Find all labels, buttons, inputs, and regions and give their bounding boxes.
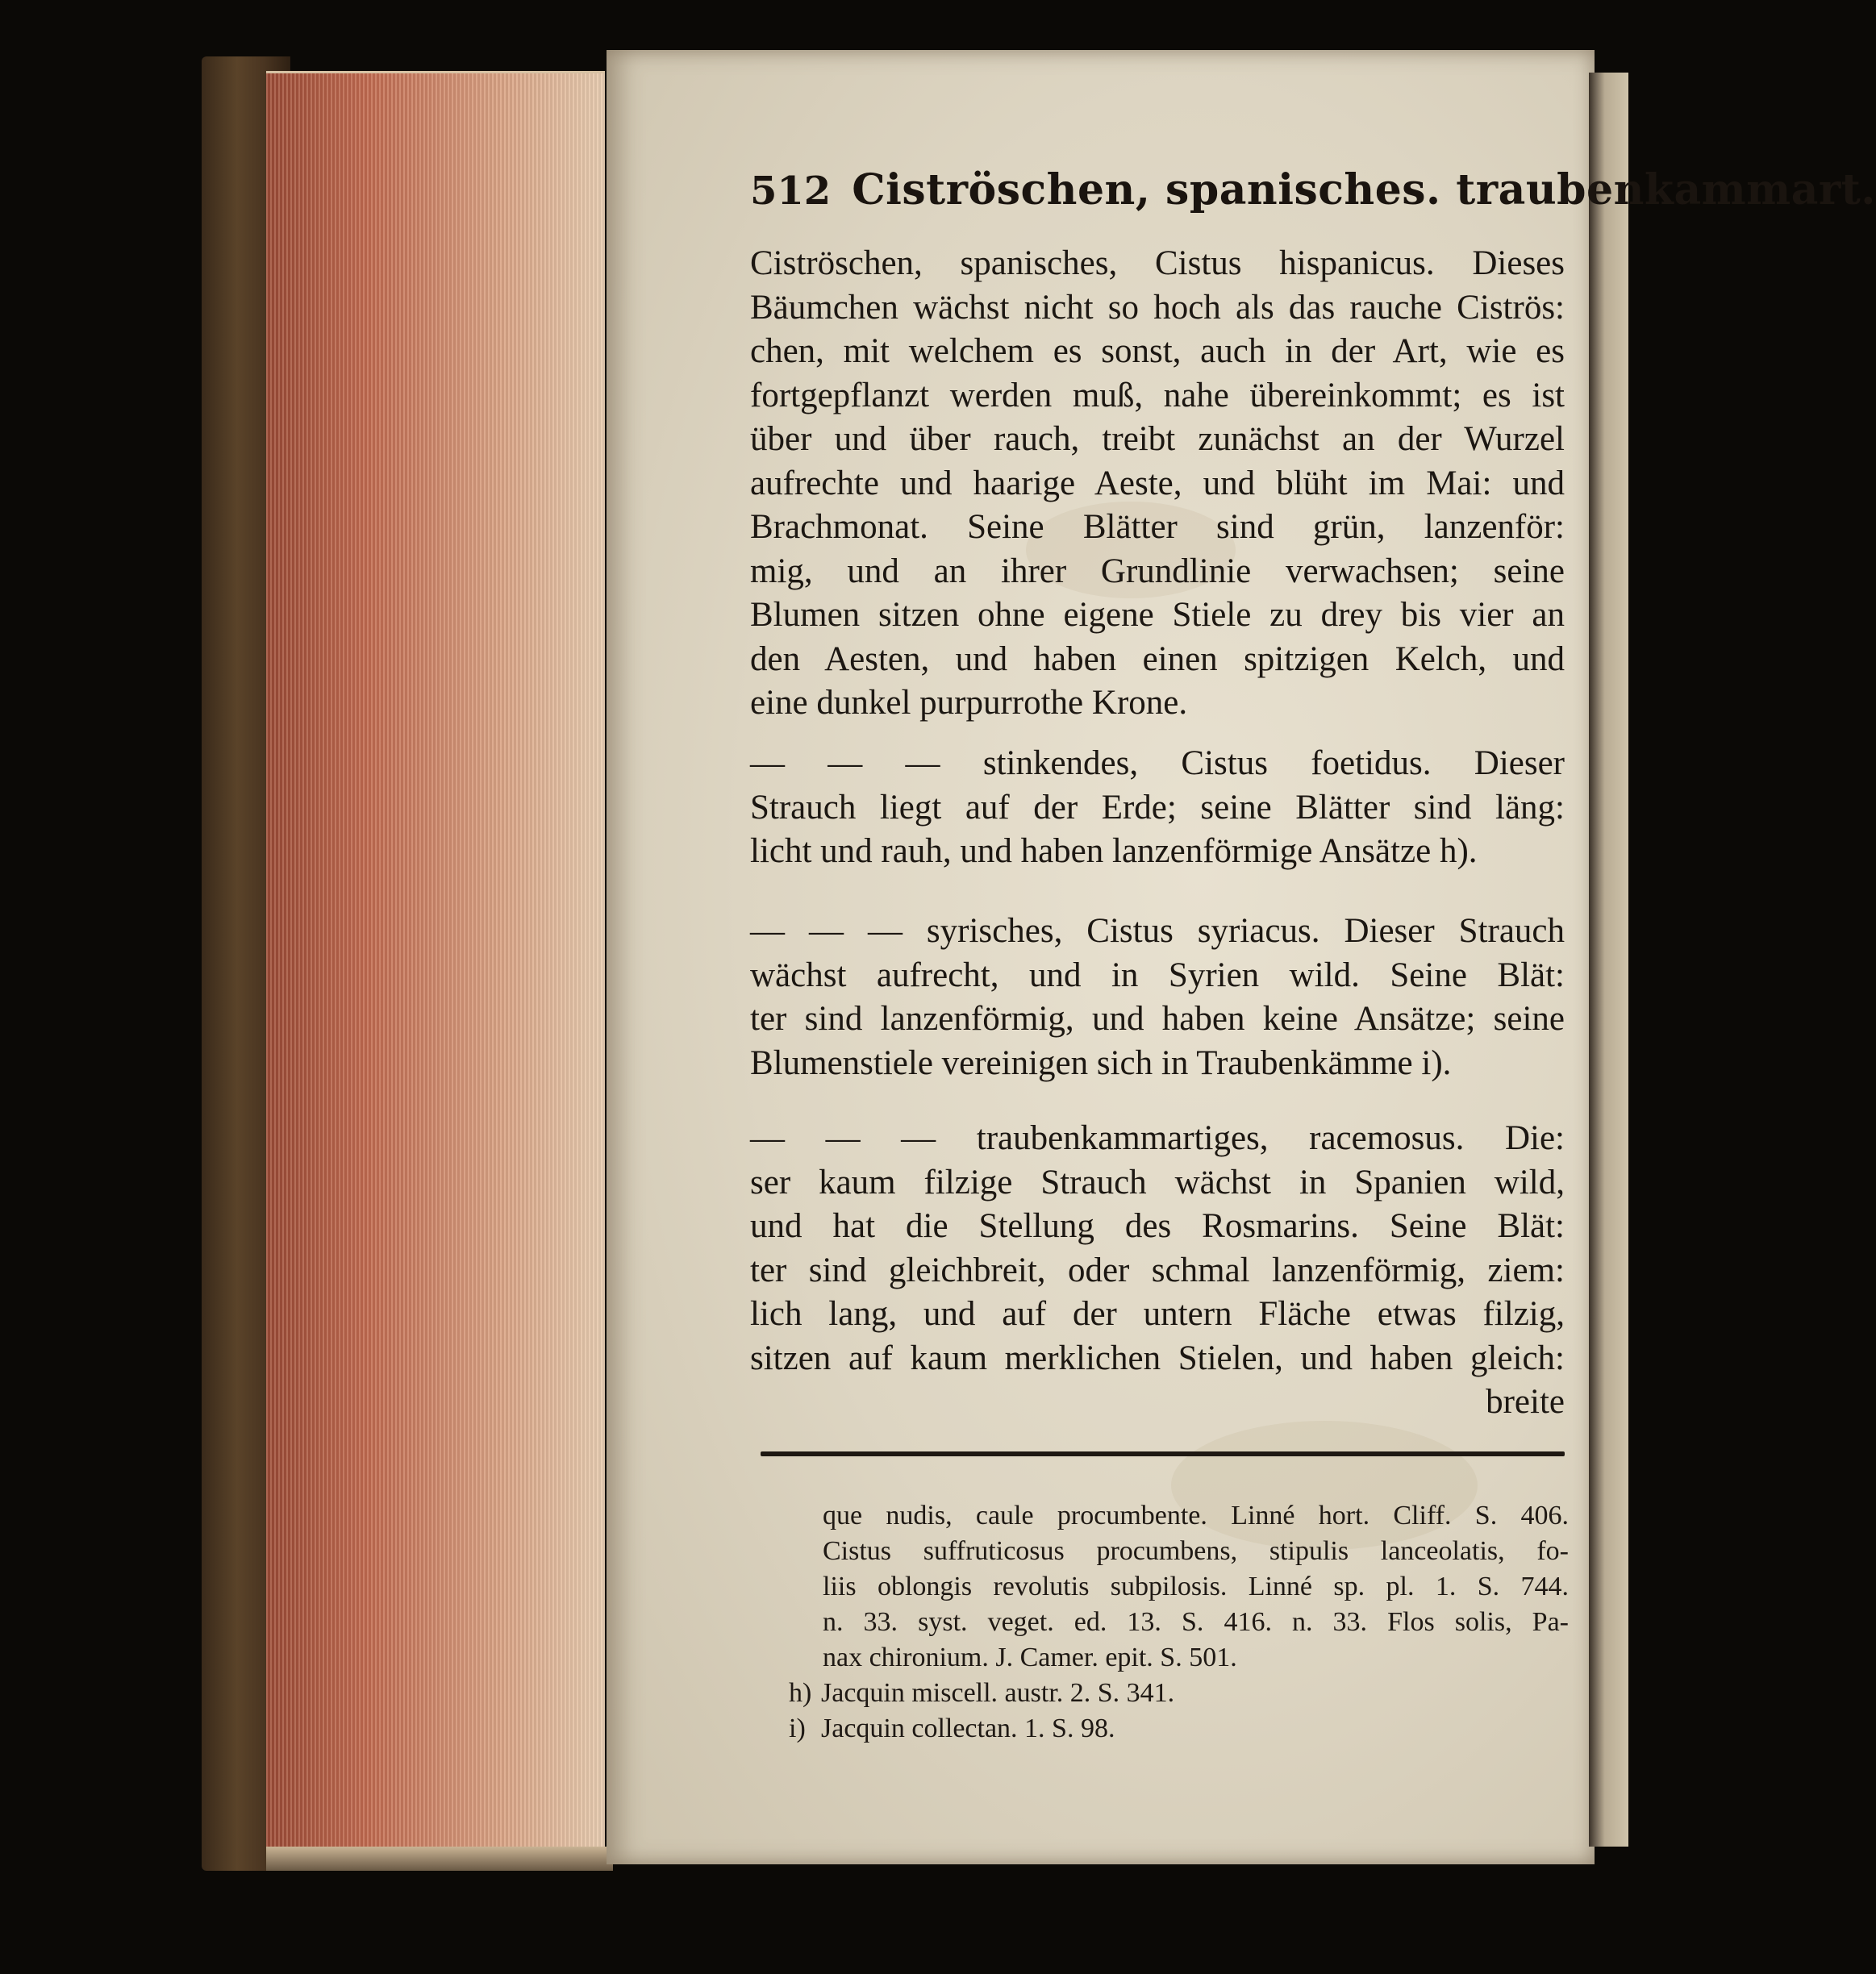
page-number: 512	[750, 169, 832, 214]
entry-line: Blumenstiele vereinigen sich in Traubenkämme i).	[750, 1043, 1452, 1082]
entry-line: und hat die Stellung des Rosmarins. Seine Blät:	[750, 1207, 1565, 1245]
footnote-rule	[761, 1451, 1565, 1456]
catchword: breite	[1486, 1383, 1565, 1421]
footnote-line: n. 33. syst. veget. ed. 13. S. 416. n. 33. Flos solis, Pa-	[823, 1607, 1569, 1637]
footnote-mark: i)	[789, 1714, 806, 1743]
entry-line: aufrechte und haarige Aeste, und blüht im Mai: und	[750, 464, 1565, 502]
entry-line: — — — syrisches, Cistus syriacus. Dieser Strauch	[750, 912, 1565, 950]
entry-line: Brachmonat. Seine Blätter sind grün, lanzenför:	[750, 508, 1565, 546]
entry-line: über und über rauch, treibt zunächst an der Wurzel	[750, 420, 1565, 458]
entry-traubenkammartiges	[750, 1117, 1565, 1425]
running-header	[750, 165, 1876, 222]
footnote-text: Jacquin miscell. austr. 2. S. 341.	[821, 1678, 1175, 1708]
footnote-line: Cistus suffruticosus procumbens, stipulis lanceolatis, fo-	[823, 1536, 1569, 1566]
entry-line: wächst aufrecht, und in Syrien wild. Seine Blät:	[750, 956, 1565, 994]
entry-stinkendes	[750, 742, 1565, 874]
entry-syrisches	[750, 910, 1565, 1085]
entry-line: fortgepflanzt werden muß, nahe übereinkommt; es ist	[750, 376, 1565, 414]
entry-line: lich lang, und auf der untern Fläche etwas filzig,	[750, 1295, 1565, 1333]
entry-line: Blumen sitzen ohne eigene Stiele zu drey bis vier an	[750, 596, 1565, 634]
footnote-line: liis oblongis revolutis subpilosis. Linné sp. pl. 1. S. 744.	[823, 1572, 1569, 1601]
page-fore-edge	[266, 71, 605, 1855]
footnote-i	[789, 1711, 1569, 1747]
entry-line: eine dunkel purpurrothe Krone.	[750, 684, 1188, 722]
footnote-line: nax chironium. J. Camer. epit. S. 501.	[823, 1643, 1237, 1672]
entry-line: Strauch liegt auf der Erde; seine Blätter sind läng:	[750, 788, 1565, 827]
entry-line: den Aesten, und haben einen spitzigen Kelch, und	[750, 639, 1565, 678]
entry-line: ter sind lanzenförmig, und haben keine Ansätze; seine	[750, 1000, 1565, 1038]
entry-line: Bäumchen wächst nicht so hoch als das rauche Ciströs:	[750, 288, 1565, 327]
entry-line: — — — stinkendes, Cistus foetidus. Dieser	[750, 744, 1565, 782]
footnote-line: que nudis, caule procumbente. Linné hort. Cliff. S. 406.	[823, 1501, 1569, 1530]
footnotes	[789, 1498, 1569, 1747]
footnote-mark: h)	[789, 1678, 812, 1708]
running-head-title: Ciströschen, spanisches. traubenkammart.	[852, 165, 1876, 214]
facing-page-edge	[1589, 73, 1628, 1847]
entry-line: ser kaum filzige Strauch wächst in Spanien wild,	[750, 1163, 1565, 1201]
entry-line: — — — traubenkammartiges, racemosus. Die:	[750, 1119, 1565, 1157]
entry-spanisches	[750, 242, 1565, 726]
page-stack-bottom	[266, 1847, 613, 1871]
footnote-h	[789, 1676, 1569, 1711]
entry-line: licht und rauh, und haben lanzenförmige Ansätze h).	[750, 832, 1478, 870]
entry-line: chen, mit welchem es sonst, auch in der Art, wie es	[750, 332, 1565, 370]
footnote-text: Jacquin collectan. 1. S. 98.	[821, 1714, 1115, 1743]
entry-line: sitzen auf kaum merklichen Stielen, und haben gleich:	[750, 1339, 1565, 1377]
entry-line: mig, und an ihrer Grundlinie verwachsen; seine	[750, 552, 1565, 590]
entry-line: ter sind gleichbreit, oder schmal lanzenförmig, ziem:	[750, 1251, 1565, 1289]
entry-line: Ciströschen, spanisches, Cistus hispanicus. Dieses	[750, 244, 1565, 282]
